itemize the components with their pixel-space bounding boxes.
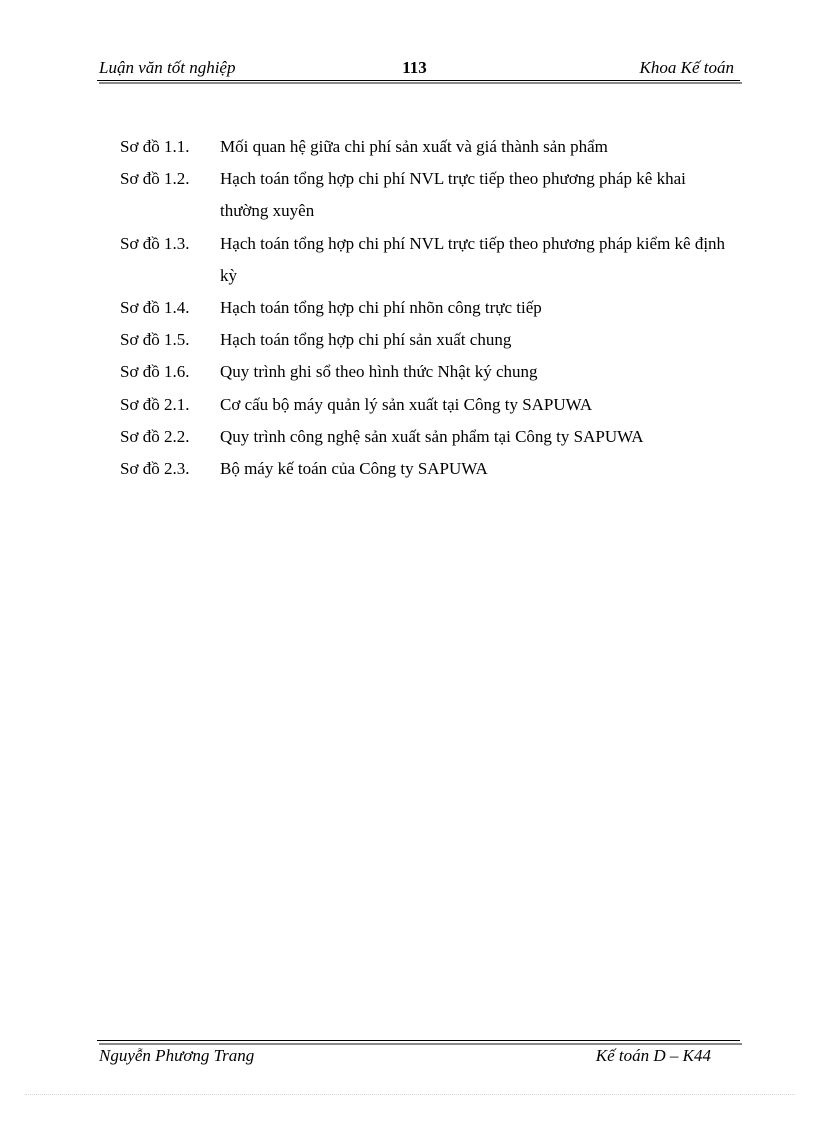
- diagram-label: Sơ đồ 2.2.: [120, 426, 190, 446]
- diagram-label: Sơ đồ 1.5.: [120, 330, 190, 350]
- footer-class: Kế toán D – K44: [595, 1046, 711, 1065]
- diagram-entry: [120, 131, 730, 163]
- diagram-label: Sơ đồ 1.4.: [120, 298, 190, 318]
- diagram-label: Sơ đồ 1.6.: [120, 362, 190, 382]
- diagram-entry: [120, 324, 730, 356]
- diagram-title: Quy trình ghi sổ theo hình thức Nhật ký chung: [220, 362, 538, 382]
- footer-rule: [97, 1040, 740, 1041]
- diagram-entry: [120, 292, 730, 324]
- diagram-title: Mối quan hệ giữa chi phí sản xuất và giá thành sản phẩm: [220, 137, 608, 156]
- page-edge: [25, 1094, 795, 1095]
- diagram-label: Sơ đồ 1.2.: [120, 169, 190, 189]
- diagram-entry: [120, 228, 730, 292]
- diagram-title: Bộ máy kế toán của Công ty SAPUWA: [220, 459, 488, 479]
- header-thesis-title: Luận văn tốt nghiệp: [99, 58, 236, 77]
- diagram-entry: [120, 356, 730, 388]
- diagram-title: Cơ cấu bộ máy quản lý sản xuất tại Công ty SAPUWA: [220, 394, 593, 414]
- diagram-entry: [120, 389, 730, 421]
- diagram-label: Sơ đồ 1.3.: [120, 233, 190, 253]
- diagram-title: Quy trình công nghệ sản xuất sản phẩm tại Công ty SAPUWA: [220, 426, 644, 446]
- diagram-entry: [120, 421, 730, 453]
- diagram-label: Sơ đồ 2.3.: [120, 459, 190, 479]
- diagram-label: Sơ đồ 2.1.: [120, 394, 190, 414]
- diagram-title: Hạch toán tổng hợp chi phí NVL trực tiếp theo phương pháp kê khai thường xuyên: [220, 169, 686, 221]
- diagram-entry: [120, 453, 730, 485]
- diagram-title: Hạch toán tổng hợp chi phí nhõn công trực tiếp: [220, 298, 542, 318]
- footer-author: Nguyễn Phương Trang: [99, 1046, 255, 1065]
- diagram-list: [120, 131, 730, 485]
- page-number: 113: [402, 58, 427, 77]
- header-faculty: Khoa Kế toán: [639, 58, 734, 77]
- page-footer: [97, 1046, 717, 1070]
- diagram-entry: [120, 163, 730, 227]
- diagram-title: Hạch toán tổng hợp chi phí sản xuất chung: [220, 330, 512, 350]
- footer-shadow-rule: [99, 1043, 742, 1045]
- header-shadow-rule: [99, 82, 742, 84]
- diagram-label: Sơ đồ 1.1.: [120, 137, 190, 156]
- page-header: [97, 56, 740, 81]
- diagram-title: Hạch toán tổng hợp chi phí NVL trực tiếp theo phương pháp kiểm kê định kỳ: [220, 233, 726, 285]
